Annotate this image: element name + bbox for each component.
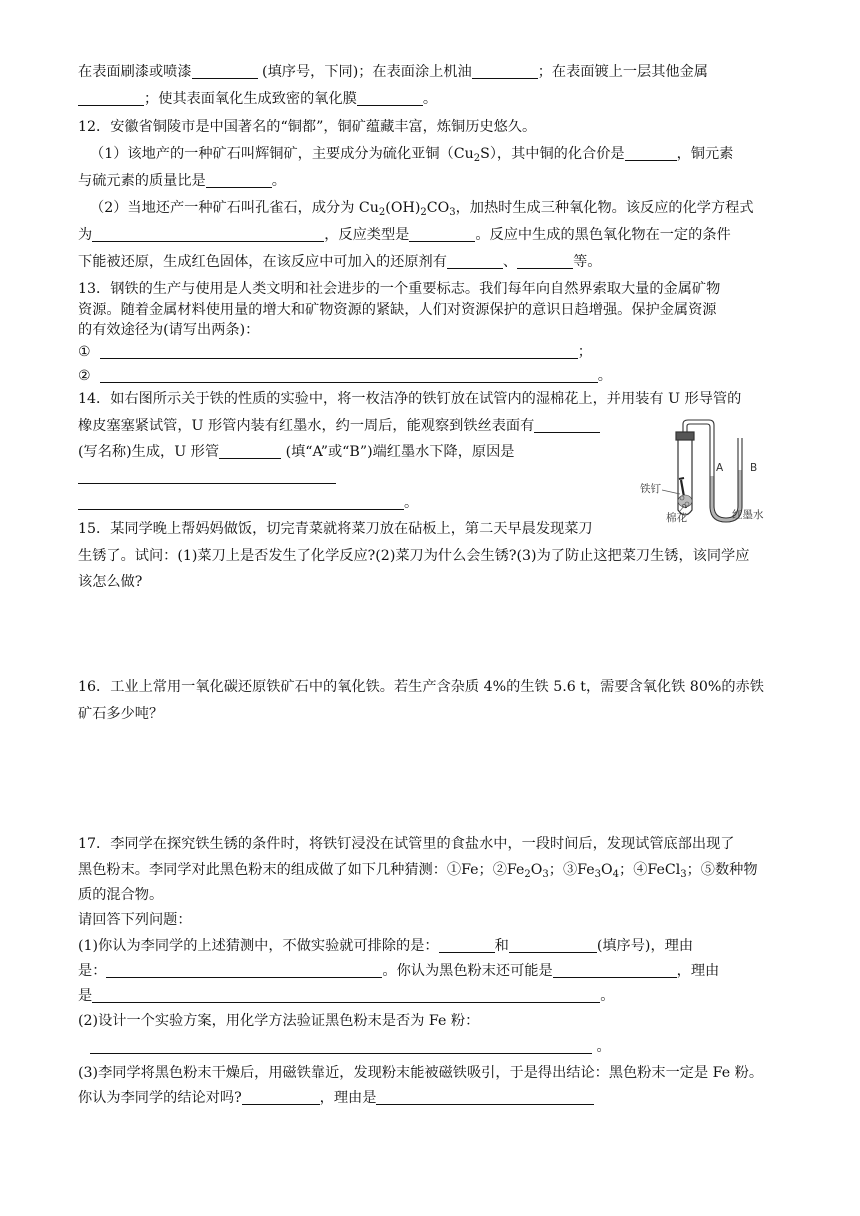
q17-part3-line1: (3)李同学将黑色粉末干燥后，用磁铁靠近，发现粉末能被磁铁吸引，于是得出结论：黑色粉末一定是 Fe 粉。 (78, 1065, 764, 1081)
answer-blank[interactable] (100, 343, 578, 359)
answer-blank[interactable] (78, 494, 404, 510)
answer-blank[interactable] (92, 987, 600, 1003)
q15-line-2: 生锈了。试问：(1)菜刀上是否发生了化学反应?(2)菜刀为什么会生锈?(3)为了防止这把菜刀生锈，该同学应 (78, 548, 750, 564)
answer-blank[interactable] (625, 145, 677, 161)
answer-blank[interactable] (90, 1038, 592, 1054)
q13-answer-2: ② 。 (78, 368, 612, 384)
answer-blank[interactable] (78, 90, 144, 106)
q16-line-1: 16．工业上常用一氧化碳还原铁矿石中的氧化铁。若生产含杂质 4%的生铁 5.6 t，需要含氧化铁 80%的赤铁 (78, 679, 764, 695)
q17-line-3: 质的混合物。 (78, 887, 164, 903)
q13-answer-1: ① ； (78, 344, 592, 360)
q15-line-1: 15．某同学晚上帮妈妈做饭，切完青菜就将菜刀放在砧板上，第二天早晨发现菜刀 (78, 521, 593, 537)
answer-blank[interactable] (517, 253, 573, 269)
label-red-ink: 红墨水 (732, 509, 764, 521)
q17-part3-line2: 你认为李同学的结论对吗? ，理由是 (78, 1088, 594, 1108)
cotton-icon (678, 495, 692, 508)
answer-blank[interactable] (357, 90, 423, 106)
answer-blank[interactable] (78, 468, 336, 484)
q12-part2-line1: （2）当地还产一种矿石叫孔雀石，成分为 $Cu_2(OH)_2CO_3$，加热时生成三种氧化物。该反应的化学方程式 (90, 200, 754, 218)
answer-blank[interactable] (553, 962, 677, 978)
q12-part2-line3: 下能被还原，生成红色固体，在该反应中可加入的还原剂有 、 等。 (78, 254, 602, 270)
answer-blank[interactable] (439, 937, 495, 953)
answer-blank[interactable] (409, 226, 475, 242)
q13-line-2: 资源。随着金属材料使用量的增大和矿物资源的紧缺，人们对资源保护的意识日趋增强。保护金属资源 (78, 302, 717, 318)
q13-line-3: 的有效途径为(请写出两条)： (78, 322, 260, 338)
answer-blank[interactable] (472, 63, 538, 79)
answer-blank[interactable] (92, 226, 324, 242)
label-cotton: 棉花 (666, 512, 687, 524)
q17-part1-line1: (1)你认为李同学的上述猜测中，不做实验就可排除的是： 和 (填序号)，理由 (78, 938, 694, 954)
answer-blank[interactable] (219, 443, 281, 459)
q12-part2-line2: 为 ，反应类型是 。反应中生成的黑色氧化物在一定的条件 (78, 227, 731, 243)
q14-line-5: 。 (78, 493, 418, 513)
q14-line-3: (写名称)生成，U 形管 (填“A”或“B”)端红墨水下降，原因是 (78, 444, 515, 460)
answer-blank[interactable] (206, 172, 272, 188)
answer-blank[interactable] (106, 962, 382, 978)
q17-part2-answer: 。 (90, 1037, 611, 1057)
q17-line-2: 黑色粉末。李同学对此黑色粉末的组成做了如下几种猜测：①Fe；$②Fe_2O_3$；$③Fe_3O_4$；④FeCl$_3$；⑤数种物 (78, 862, 758, 880)
label-nail: 铁钉 (640, 483, 661, 495)
answer-blank[interactable] (242, 1089, 320, 1105)
answer-blank[interactable] (447, 253, 503, 269)
q16-line-2: 矿石多少吨？ (78, 706, 164, 722)
q14-line-4 (78, 467, 336, 487)
label-b: B (750, 462, 758, 474)
answer-blank[interactable] (192, 63, 258, 79)
answer-blank[interactable] (534, 417, 600, 433)
answer-blank[interactable] (509, 937, 597, 953)
q17-part2: (2)设计一个实验方案，用化学方法验证黑色粉末是否为 Fe 粉： (78, 1013, 480, 1029)
q17-part1-line2: 是： 。你认为黑色粉末还可能是 ，理由 (78, 963, 720, 979)
q13-line-1: 13．钢铁的生产与使用是人类文明和社会进步的一个重要标志。我们每年向自然界索取大量的金属矿物 (78, 281, 721, 297)
q17-part1-line3: 是 。 (78, 988, 615, 1004)
q12-part1-line1: （1）该地产的一种矿石叫辉铜矿，主要成分为硫化亚铜$(Cu_2S)$，其中铜的化合价是 ，铜元素 (90, 146, 734, 164)
q17-line-1: 17．李同学在探究铁生锈的条件时，将铁钉浸没在试管里的食盐水中，一段时间后，发现试管底部出现了 (78, 836, 735, 852)
q12-part1-line2: 与硫元素的质量比是 。 (78, 173, 286, 189)
q11-line-1: 在表面刷漆或喷漆 (填序号，下同)；在表面涂上机油 ；在表面镀上一层其他金属 (78, 64, 708, 80)
q12-intro: 12．安徽省铜陵市是中国著名的“铜都”，铜矿蕴藏丰富，炼铜历史悠久。 (78, 119, 537, 135)
q14-line-2: 橡皮塞塞紧试管，U 形管内装有红墨水，约一周后，能观察到铁丝表面有 (78, 416, 600, 436)
q15-line-3: 该怎么做? (78, 574, 143, 590)
q11-line-2: ；使其表面氧化生成致密的氧化膜 。 (78, 89, 437, 109)
q14-line-1: 14．如右图所示关于铁的性质的实验中，将一枚洁净的铁钉放在试管内的湿棉花上，并用装有 U 形导管的 (78, 391, 742, 407)
experiment-diagram (636, 418, 786, 530)
q17-line-4: 请回答下列问题： (78, 912, 192, 928)
label-a: A (716, 462, 724, 474)
answer-blank[interactable] (376, 1089, 594, 1105)
answer-blank[interactable] (100, 367, 598, 383)
